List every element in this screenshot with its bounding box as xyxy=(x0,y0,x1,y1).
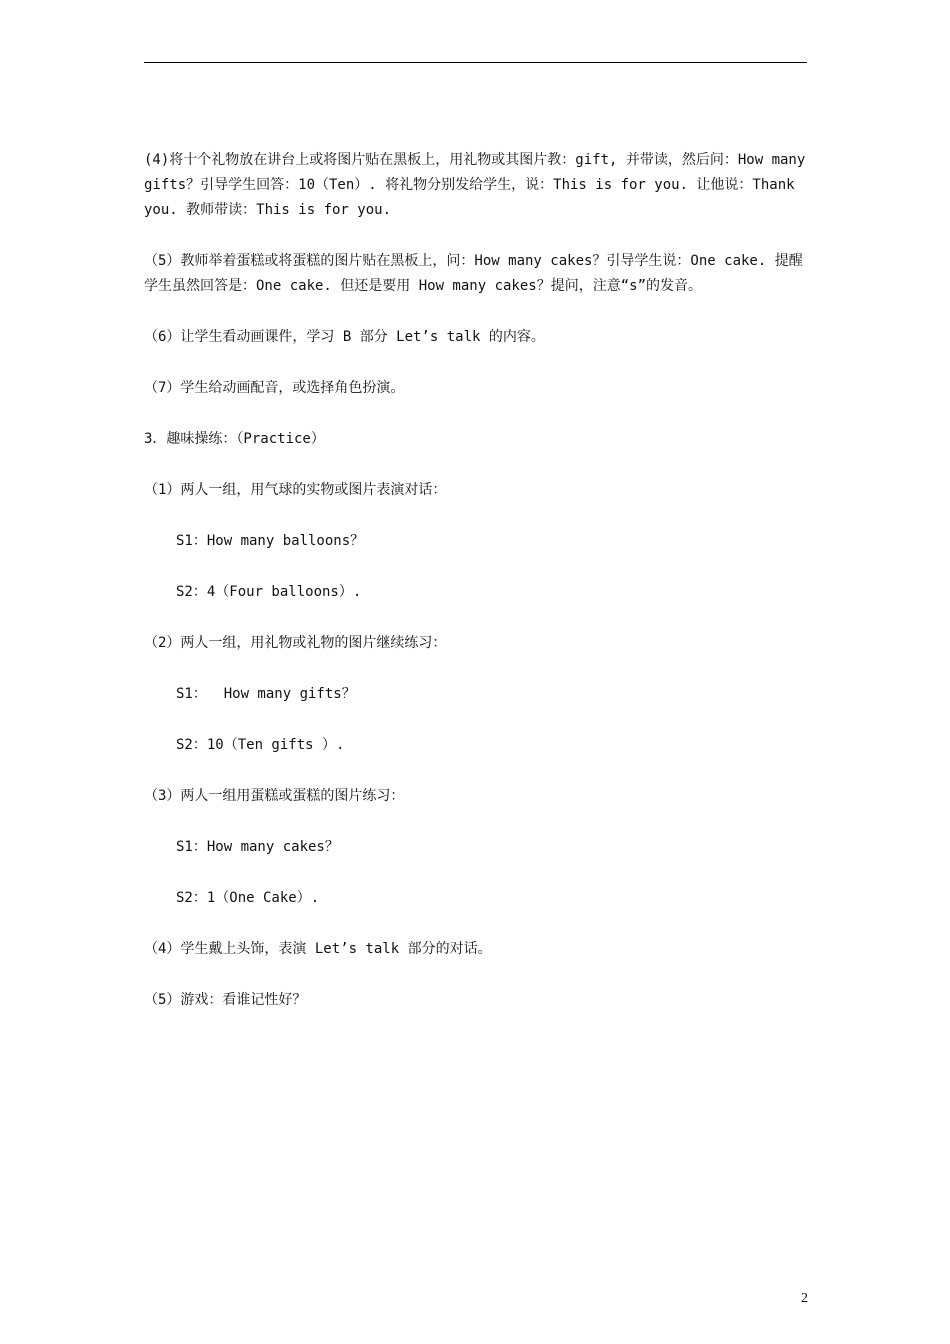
paragraph-practice-4: （4）学生戴上头饰，表演 Let’s talk 部分的对话。 xyxy=(144,941,492,957)
dialog-line-s2-balloons: S2：4（Four balloons）. xyxy=(176,584,362,600)
paragraph-practice-1: （1）两人一组，用气球的实物或图片表演对话： xyxy=(144,482,447,498)
dialog-line-s2-gifts: S2：10（Ten gifts ）. xyxy=(176,737,345,753)
dialog-line-s1-balloons: S1：How many balloons？ xyxy=(176,533,365,549)
paragraph-step-6-animation: （6）让学生看动画课件，学习 B 部分 Let’s talk 的内容。 xyxy=(144,329,545,345)
section-heading-practice: 3．趣味操练：（Practice） xyxy=(144,431,325,447)
paragraph-step-4-gifts: (4)将十个礼物放在讲台上或将图片贴在黑板上，用礼物或其图片教：gift, 并带读，然后问：How many gifts？引导学生回答：10（Ten）. 将礼物分别发给学生，说：This is for you. 让他说：Thank you. 教师带读：This is for you. xyxy=(144,152,814,218)
dialog-line-s1-gifts: S1： How many gifts？ xyxy=(176,686,356,702)
paragraph-step-5-cakes: （5）教师举着蛋糕或将蛋糕的图片贴在黑板上，问：How many cakes？引导学生说：One cake. 提醒学生虽然回答是：One cake. 但还是要用 How many cakes？提问，注意“s”的发音。 xyxy=(144,253,803,294)
document-body xyxy=(144,148,814,1039)
header-rule xyxy=(144,62,807,63)
paragraph-practice-2: （2）两人一组，用礼物或礼物的图片继续练习： xyxy=(144,635,447,651)
dialog-line-s2-cakes: S2：1（One Cake）. xyxy=(176,890,320,906)
paragraph-practice-3: （3）两人一组用蛋糕或蛋糕的图片练习： xyxy=(144,788,405,804)
paragraph-practice-5: （5）游戏：看谁记性好？ xyxy=(144,992,307,1008)
paragraph-step-7-dubbing: （7）学生给动画配音，或选择角色扮演。 xyxy=(144,380,405,396)
page-number: 2 xyxy=(801,1291,808,1306)
dialog-line-s1-cakes: S1：How many cakes？ xyxy=(176,839,339,855)
